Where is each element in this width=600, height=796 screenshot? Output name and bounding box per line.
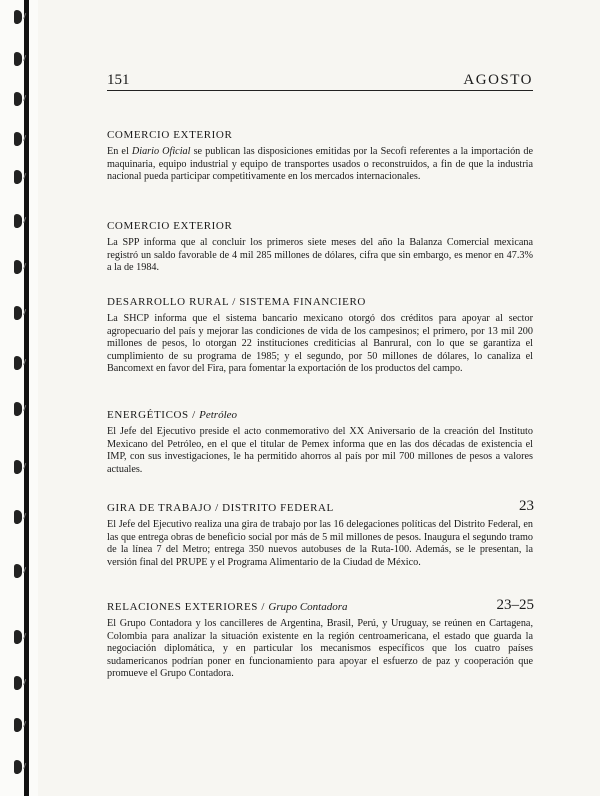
page-number: 151: [107, 72, 130, 88]
entry-title: COMERCIO EXTERIOR: [107, 129, 233, 141]
binding-edge: [0, 0, 38, 796]
binding-hole: [14, 260, 22, 274]
page-header: [107, 72, 533, 91]
binding-hole: [14, 676, 22, 690]
entry-text: El Grupo Contadora y los cancilleres de Argentina, Brasil, Perú, y Uruguay, se reúnen en Cartagena, Colombia para analizar la situación existente en la región centroamericana, el estado que guarda la negociación diplomática, y en particular los mecanismos específicos que los cuatro países sudamericanos podrían poner en funcionamiento para apoyar el esfuerzo de paz y cooperación que promueve el Grupo Contadora.: [107, 618, 533, 680]
entry-text: En el Diario Oficial se publican las disposiciones emitidas por la Secofi referentes a la importación de maquinaria, equipo industrial y equipo de transportes usados o reconstruidos, a fin de que la industria nacional pueda participar competitivamente en los mercados internacionales.: [107, 146, 534, 183]
binding-hole: [14, 760, 22, 774]
entry-date: 23–25: [496, 597, 534, 613]
entry-desarrollo-rural: [107, 296, 533, 376]
entry-title: GIRA DE TRABAJO / DISTRITO FEDERAL: [107, 502, 334, 514]
binding-hole: [14, 92, 22, 106]
binding-spine: [24, 0, 29, 796]
binding-hole: [14, 306, 22, 320]
binding-hole: [14, 460, 22, 474]
entry-gira-de-trabajo: [107, 502, 533, 569]
entry-text: La SHCP informa que el sistema bancario mexicano otorgó dos créditos para apoyar al sector agropecuario del país y mejorar las condiciones de vida de los campesinos; el primero, por 13 mil 200 millones de pesos, lo otorgan 22 instituciones crediticias al Banrural, con lo que se garantiza el cumplimiento de su programa de 1985; y el segundo, por 50 millones de dólares, lo canaliza el Bancomext en favor del Fira, para fomentar la exportación de los productos del campo.: [107, 313, 533, 375]
binding-hole: [14, 356, 22, 370]
entry-date: 23: [519, 498, 534, 514]
entry-relaciones-exteriores: [107, 601, 533, 681]
entry-title: COMERCIO EXTERIOR: [107, 220, 233, 232]
entry-text: El Jefe del Ejecutivo preside el acto conmemorativo del XX Aniversario de la creación del Instituto Mexicano del Petróleo, en el que el titular de Pemex informa que en las dos décadas de existencia el IMP, con sus investigaciones, le ha permitido ahorros al país por mil 700 millones de pesos a valores actuales.: [107, 426, 533, 475]
binding-hole: [14, 718, 22, 732]
binding-hole: [14, 10, 22, 24]
entry-title: ENERGÉTICOS / Petróleo: [107, 409, 238, 421]
entry-comercio-exterior-2: [107, 220, 533, 275]
binding-hole: [14, 630, 22, 644]
page-month: AGOSTO: [463, 72, 533, 88]
binding-hole: [14, 170, 22, 184]
entry-title: DESARROLLO RURAL / SISTEMA FINANCIERO: [107, 296, 366, 308]
entry-title: RELACIONES EXTERIORES / Grupo Contadora: [107, 601, 348, 613]
entry-energeticos: [107, 409, 533, 476]
binding-hole: [14, 564, 22, 578]
binding-hole: [14, 510, 22, 524]
binding-hole: [14, 402, 22, 416]
binding-hole: [14, 214, 22, 228]
binding-hole: [14, 132, 22, 146]
entry-text: El Jefe del Ejecutivo realiza una gira de trabajo por las 16 delegaciones políticas del Distrito Federal, en las que entrega obras de beneficio social por más de 5 mil millones de pesos. Inaugura el segundo tramo de la línea 7 del Metro; entrega 350 nuevos autobuses de la Ruta-100. Además, se le presentan, la versión final del PRUPE y el Programa Alimentario de la Ciudad de México.: [107, 519, 533, 568]
entry-text: La SPP informa que al concluir los primeros siete meses del año la Balanza Comercial mexicana registró un saldo favorable de 4 mil 285 millones de dólares, cifra que sin embargo, es menor en 47.3% a la de 1984.: [107, 237, 533, 274]
entry-comercio-exterior-1: [107, 129, 533, 184]
binding-hole: [14, 52, 22, 66]
